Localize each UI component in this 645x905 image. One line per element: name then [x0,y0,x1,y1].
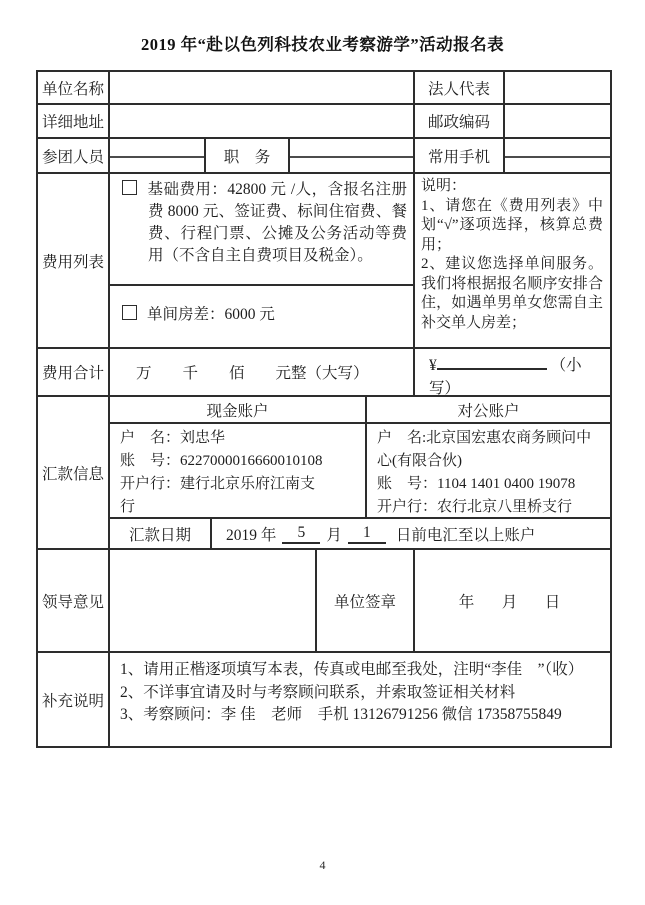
single-room-text: 单间房差：6000 元 [147,306,275,323]
fee-note-2: 2、建议您选择单间服务。我们将根据报名顺序安排合住，如遇单男单女您需自主补交单人房差； [421,256,603,331]
corporate-account-bank: 开户行：农行北京八里桥支行 [377,499,573,515]
corporate-account-name: 户 名:北京国宏惠农商务顾问中心(有限合伙) [377,430,592,469]
amount-numeric-cell[interactable] [415,349,610,395]
note-line-2: 2、不详事宜请及时与考察顾问联系，并索取签证相关材料 [120,683,516,701]
fee-list-label: 费用列表 [38,174,110,347]
corporate-account-number: 账 号：1104 1401 0400 19078 [377,476,576,492]
remit-date-suffix: 日前电汇至以上账户 [395,526,536,544]
remit-month-unit: 月 [326,526,342,544]
position-input-cell[interactable] [290,139,415,172]
form-title: 2019 年“赴以色列科技农业考察游学”活动报名表 [140,35,505,54]
fill-line [110,156,204,158]
seal-date-cell[interactable]: 年 月 日 [458,593,567,611]
unit-name-label: 单位名称 [38,72,110,103]
small-write-label: （小写） [429,357,582,397]
members-label: 参团人员 [38,139,110,172]
legal-rep-label: 法人代表 [415,72,505,103]
single-room-checkbox[interactable] [122,305,137,320]
remittance-label: 汇款信息 [38,397,110,548]
row-supplementary-notes [38,653,610,746]
row-remittance [38,397,610,550]
remit-date-row [110,519,610,548]
remit-month-fill[interactable]: 5 [282,524,320,544]
remit-date-label: 汇款日期 [110,519,212,548]
supplementary-notes-label: 补充说明 [38,653,110,746]
cash-account-header: 现金账户 [110,397,367,422]
address-label: 详细地址 [38,105,110,137]
base-fee-text: 基础费用：42800 元 /人，含报名注册费 8000 元、签证费、标间住宿费、餐费、行程门票、公摊及公务活动等费用（不含自主自费项目及税金）。 [147,181,407,264]
cash-account-name: 户 名：刘忠华 [120,430,226,446]
amount-fill-line[interactable] [437,355,547,370]
yen-symbol: ¥ [429,357,437,374]
fill-line [505,156,610,158]
account-detail-row [110,424,610,519]
legal-rep-input-cell[interactable] [505,72,610,103]
corporate-account-cell [367,424,610,517]
note-line-1: 1、请用正楷逐项填写本表，传真或电邮至我处，注明“李佳 ”（收） [120,661,584,678]
fill-line [290,156,413,158]
address-input-cell[interactable] [110,105,415,137]
row-address [38,105,610,139]
postal-code-label: 邮政编码 [415,105,505,137]
postal-code-input-cell[interactable] [505,105,610,137]
note-line-3: 3、考察顾问：李 佳 老师 手机 13126791256 微信 17358755849 [120,706,562,723]
row-members [38,139,610,174]
supplementary-notes-cell [110,653,610,746]
base-fee-checkbox[interactable] [122,180,137,195]
cash-account-bank: 开户行：建行北京乐府江南支行 [120,476,316,515]
remit-day-fill[interactable]: 1 [348,524,386,544]
registration-form-table [36,70,612,748]
single-room-item [110,286,413,347]
remit-date-year: 2019 年 [226,526,277,544]
cash-account-cell [110,424,367,517]
page-number: 4 [319,858,326,872]
remit-date-cell [212,519,610,548]
mobile-input-cell[interactable] [505,139,610,172]
amount-words-text: 万 千 佰 元整（大写） [136,365,369,382]
fee-notes-title: 说明： [421,178,467,194]
leader-opinion-label: 领导意见 [38,550,110,651]
corporate-account-header: 对公账户 [457,402,520,420]
row-unit-name [38,72,610,105]
row-fee-total [38,349,610,397]
fee-notes-cell [415,174,610,347]
position-label: 职 务 [206,139,290,172]
mobile-label: 常用手机 [415,139,505,172]
remittance-detail-block [110,397,610,548]
base-fee-item [110,174,413,286]
unit-seal-label: 单位签章 [317,550,415,651]
unit-name-input-cell[interactable] [110,72,415,103]
fee-total-label: 费用合计 [38,349,110,395]
account-header-row [110,397,610,424]
leader-opinion-input-cell[interactable] [110,550,317,651]
cash-account-number: 账 号：6227000016660010108 [120,453,323,469]
member-name-input-cell[interactable] [110,139,206,172]
row-fee-list [38,174,610,349]
amount-in-words-cell[interactable] [110,349,415,395]
fee-note-1: 1、请您在《费用列表》中划“√”逐项选择，核算总费用； [421,197,603,253]
fee-options-cell [110,174,415,347]
row-leader-opinion [38,550,610,653]
